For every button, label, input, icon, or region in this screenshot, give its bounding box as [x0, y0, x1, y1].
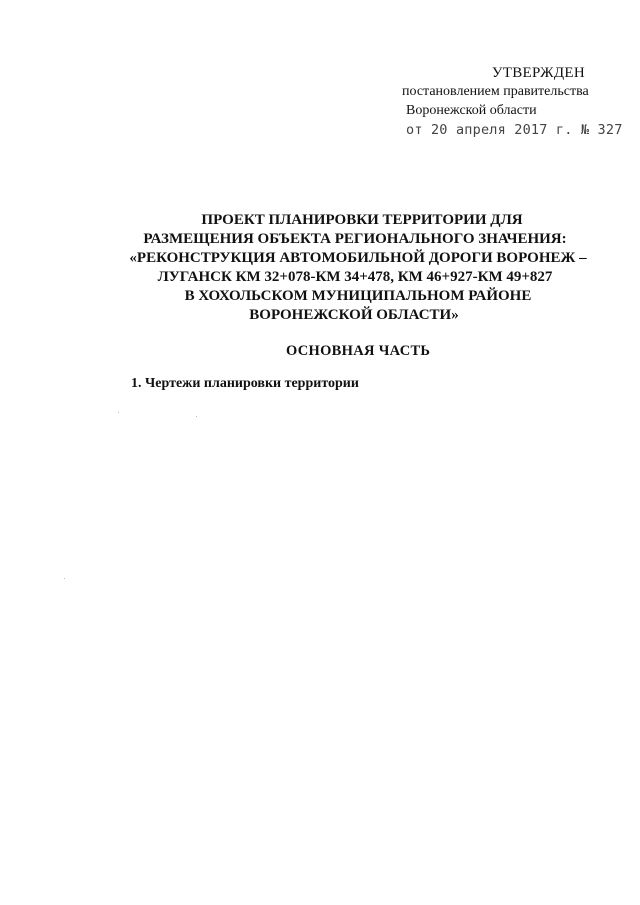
- approval-date-stamp: от 20 апреля 2017 г. № 327: [406, 122, 623, 138]
- scan-speck: [64, 578, 65, 579]
- title-line: РАЗМЕЩЕНИЯ ОБЪЕКТА РЕГИОНАЛЬНОГО ЗНАЧЕНИЯ:: [143, 231, 567, 247]
- title-line: ПРОЕКТ ПЛАНИРОВКИ ТЕРРИТОРИИ ДЛЯ: [201, 212, 523, 228]
- approval-issuer-line: постановлением правительства: [402, 84, 589, 99]
- scan-speck: [118, 412, 119, 413]
- approval-block: [402, 64, 632, 140]
- title-line: «РЕКОНСТРУКЦИЯ АВТОМОБИЛЬНОЙ ДОРОГИ ВОРОНЕЖ –: [129, 250, 587, 266]
- document-title: [110, 211, 610, 325]
- contents-item: 1. Чертежи планировки территории: [131, 376, 359, 391]
- title-line: В ХОХОЛЬСКОМ МУНИЦИПАЛЬНОМ РАЙОНЕ: [184, 288, 532, 304]
- approval-region-line: Воронежской области: [406, 103, 537, 118]
- title-line: ВОРОНЕЖСКОЙ ОБЛАСТИ»: [249, 307, 459, 323]
- scan-speck: [196, 416, 197, 417]
- title-line: ЛУГАНСК КМ 32+078-КМ 34+478, КМ 46+927-КМ 49+827: [157, 269, 553, 285]
- section-heading: ОСНОВНАЯ ЧАСТЬ: [286, 343, 431, 359]
- approval-heading: УТВЕРЖДЕН: [491, 65, 585, 81]
